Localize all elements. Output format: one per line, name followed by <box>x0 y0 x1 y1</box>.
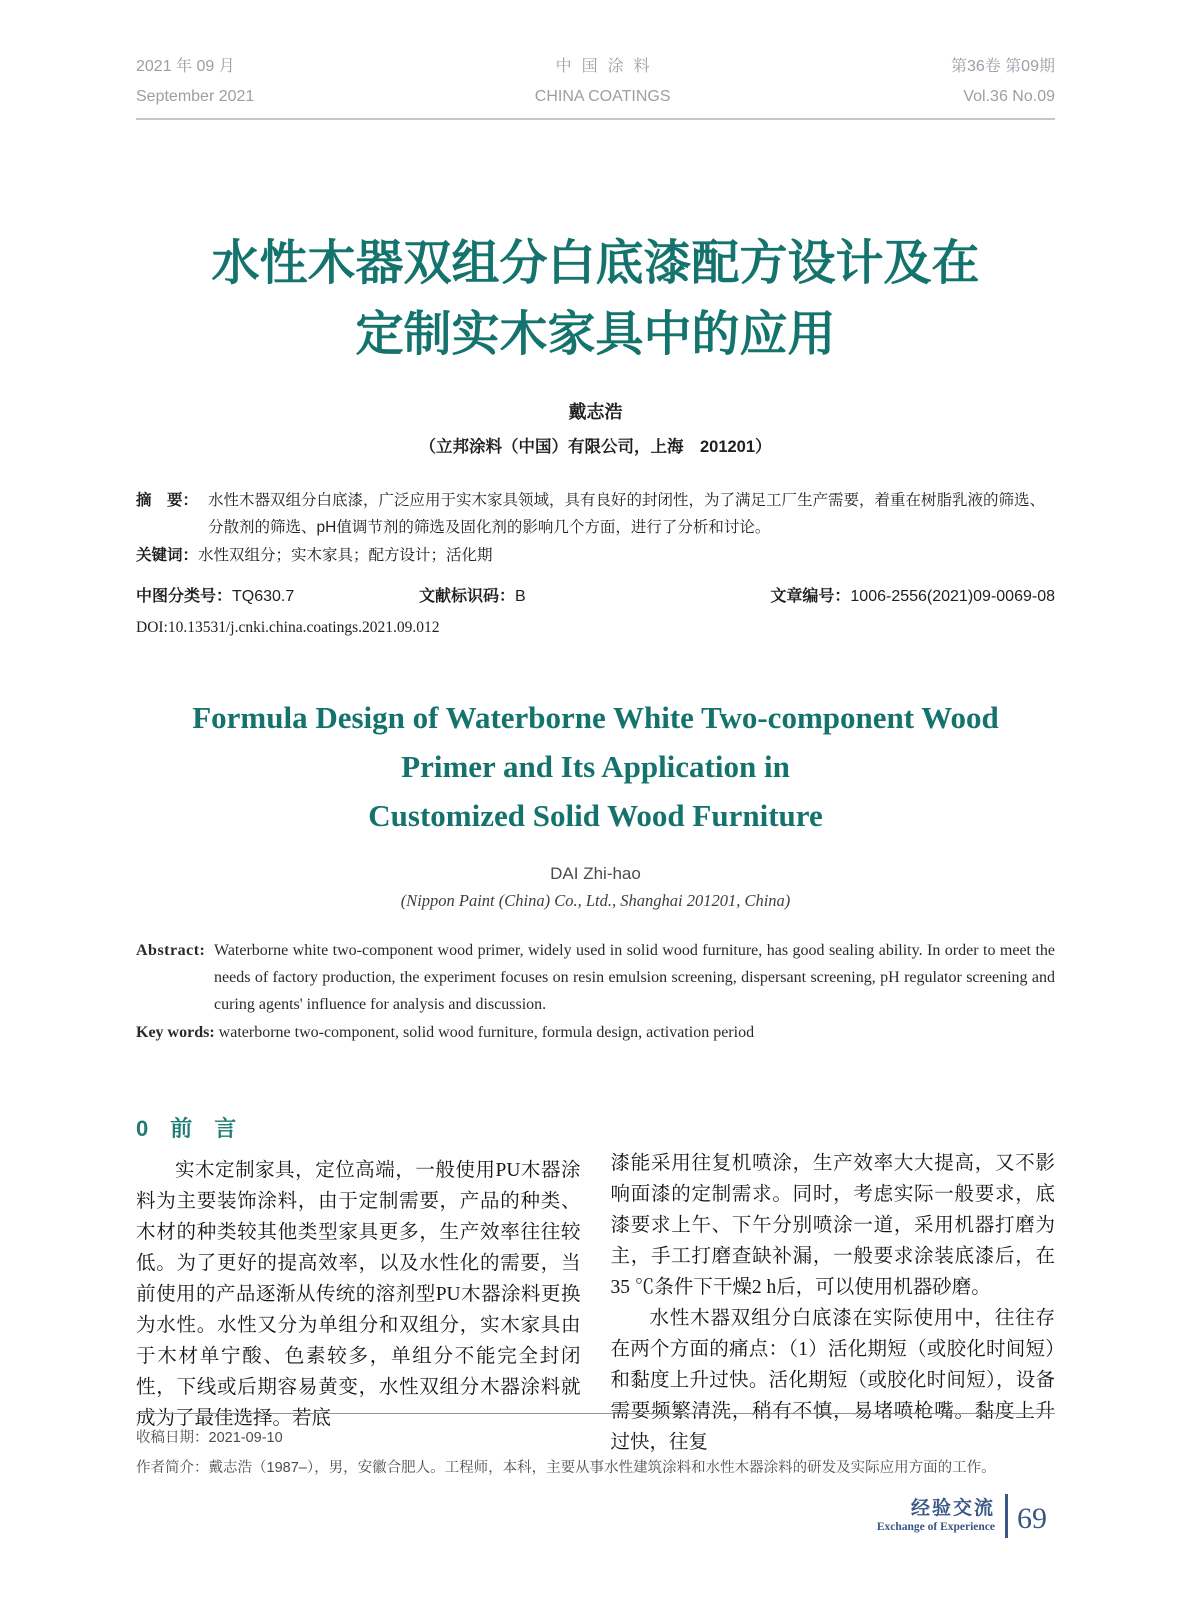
author-affiliation-zh: （立邦涂料（中国）有限公司，上海 201201） <box>419 438 772 456</box>
body-paragraph-3: 水性木器双组分白底漆在实际使用中，往往存在两个方面的痛点：（1）活化期短（或胶化时间短）和黏度上升过快。活化期短（或胶化时间短），设备需要频繁清洗，稍有不慎，易堵喷枪嘴。黏度上升过快，往复 <box>610 1308 1055 1453</box>
keywords-en <box>136 1019 1055 1046</box>
keywords-zh <box>136 542 1055 569</box>
journal-issue <box>951 52 1055 112</box>
received-date-label: 收稿日期： <box>136 1430 209 1446</box>
page-footer-marker <box>877 1494 1047 1538</box>
abstract-en <box>136 937 1055 1018</box>
article-id <box>770 583 1055 606</box>
abstract-zh <box>136 487 1055 541</box>
keywords-en-label: Key words: <box>136 1024 215 1041</box>
doc-code-value: B <box>515 588 526 605</box>
abstract-zh-label: 摘 要： <box>136 492 199 509</box>
article-title-en <box>136 693 1055 840</box>
body-columns <box>136 1112 1055 1458</box>
column-name-zh: 经验交流 <box>910 1497 995 1519</box>
received-date-line <box>136 1423 1055 1453</box>
footnotes <box>136 1413 1055 1483</box>
article-title-en-line2: Primer and Its Application in <box>401 749 790 784</box>
abstract-en-text: Waterborne white two-component wood primer, widely used in solid wood furniture, has good sealing ability. In order to meet the needs of factory production, the experiment focuses on resin emulsion screening, dispersant screening, pH regulator screening and curing agents' influence for analysis and discussion. <box>214 942 1055 1013</box>
page-number: 69 <box>1017 1502 1047 1535</box>
body-column-right <box>611 1112 1056 1458</box>
journal-issue-en: Vol.36 No.09 <box>963 88 1055 105</box>
journal-issue-zh: 第36卷 第09期 <box>950 58 1055 75</box>
keywords-zh-text: 水性双组分；实木家具；配方设计；活化期 <box>198 547 493 564</box>
author-name-zh: 戴志浩 <box>568 402 623 422</box>
column-name-en: Exchange of Experience <box>876 1520 995 1533</box>
section-0-heading: 0 前 言 <box>136 1116 237 1141</box>
author-bio-label: 作者简介： <box>136 1460 209 1476</box>
article-meta-row <box>136 583 1055 606</box>
doc-code <box>419 583 526 606</box>
author-bio-line <box>136 1453 1055 1483</box>
keywords-zh-label: 关键词： <box>136 547 199 564</box>
article-title-en-line1: Formula Design of Waterborne White Two-component Wood <box>192 700 999 735</box>
article-id-label: 文章编号： <box>770 588 851 605</box>
journal-date <box>136 52 254 112</box>
body-paragraph-1: 实木定制家具，定位高端，一般使用PU木器涂料为主要装饰涂料，由于定制需要，产品的种类、木材的种类较其他类型家具更多，生产效率往往较低。为了更好的提高效率，以及水性化的需要，当前使用的产品逐渐从传统的溶剂型PU木器涂料更换为水性。水性又分为单组分和双组分，实木家具由于木材单宁酸、色素较多，单组分不能完全封闭性，下线或后期容易黄变，水性双组分木器涂料就成为了最佳选择。若底 <box>136 1160 581 1429</box>
clc-label: 中图分类号： <box>136 588 233 605</box>
doi: DOI:10.13531/j.cnki.china.coatings.2021.09.012 <box>136 619 440 636</box>
journal-date-zh: 2021 年 09 月 <box>136 58 235 75</box>
footer-divider-bar <box>1005 1494 1008 1538</box>
body-column-left <box>136 1112 581 1458</box>
doc-code-label: 文献标识码： <box>418 588 515 605</box>
article-title-zh <box>136 228 1055 370</box>
clc-value: TQ630.7 <box>232 588 295 605</box>
article-id-value: 1006-2556(2021)09-0069-08 <box>850 588 1055 605</box>
keywords-en-text: waterborne two-component, solid wood furniture, formula design, activation period <box>218 1024 755 1041</box>
article-title-zh-line1: 水性木器双组分白底漆配方设计及在 <box>211 237 980 290</box>
clc-number <box>136 583 294 606</box>
abstract-en-label: Abstract: <box>136 942 206 959</box>
abstract-zh-text: 水性木器双组分白底漆，广泛应用于实木家具领域，具有良好的封闭性，为了满足工厂生产需要，着重在树脂乳液的筛选、分散剂的筛选、pH值调节剂的筛选及固化剂的影响几个方面，进行了分析和讨论。 <box>208 492 1046 536</box>
body-paragraph-2: 漆能采用往复机喷涂，生产效率大大提高，又不影响面漆的定制需求。同时，考虑实际一般要求，底漆要求上午、下午分别喷涂一道，采用机器打磨为主，手工打磨查缺补漏，一般要求涂装底漆后，在35 ℃条件下干燥2 h后，可以使用机器砂磨。 <box>610 1153 1055 1298</box>
author-name-en: DAI Zhi-hao <box>550 864 641 883</box>
article-title-en-line3: Customized Solid Wood Furniture <box>368 798 823 833</box>
journal-name <box>535 52 671 112</box>
journal-name-zh: 中国涂料 <box>555 58 660 75</box>
article-title-zh-line2: 定制实木家具中的应用 <box>355 308 836 361</box>
received-date-value: 2021-09-10 <box>208 1430 283 1446</box>
author-bio-text: 戴志浩（1987–），男，安徽合肥人。工程师，本科，主要从事水性建筑涂料和水性木器涂料的研发及实际应用方面的工作。 <box>208 1460 996 1476</box>
journal-name-en: CHINA COATINGS <box>534 88 671 105</box>
journal-header <box>136 0 1055 120</box>
author-affiliation-en: (Nippon Paint (China) Co., Ltd., Shanghai 201201, China) <box>400 891 791 910</box>
column-name <box>877 1498 995 1535</box>
journal-date-en: September 2021 <box>136 88 255 105</box>
